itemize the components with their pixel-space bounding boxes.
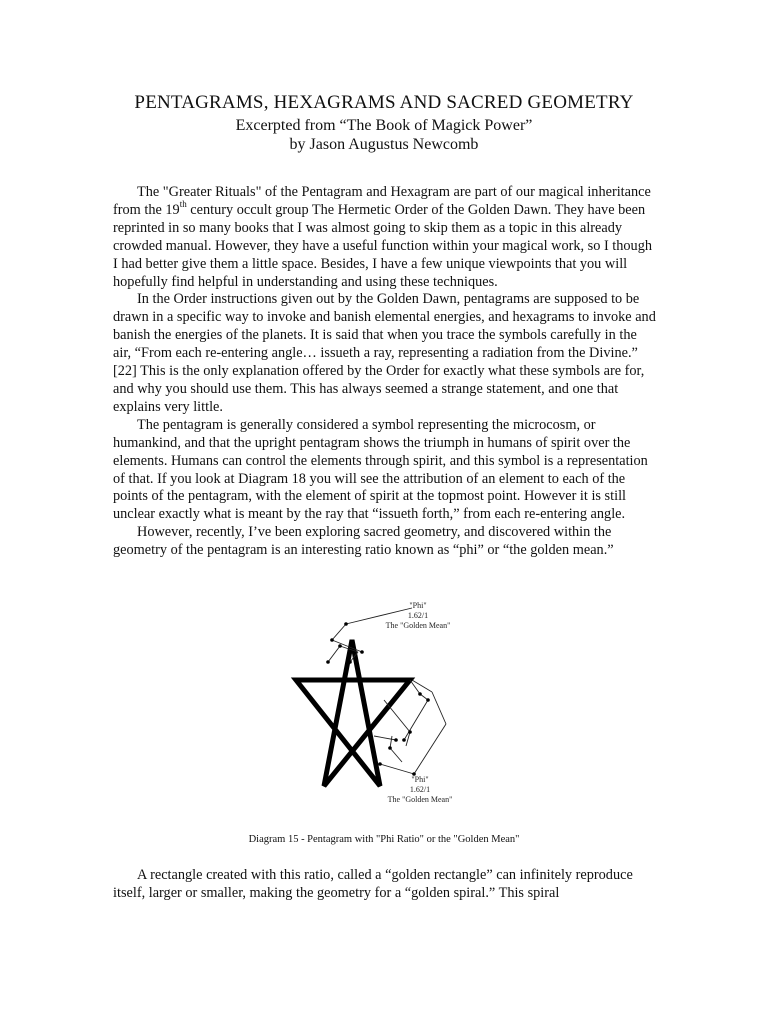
- phi-label-bottom-line1: "Phi": [411, 775, 429, 784]
- body-text-upper: [113, 184, 658, 560]
- phi-label-top-line1: "Phi": [409, 601, 427, 610]
- body-text-lower: [113, 866, 658, 902]
- paragraph-5: A rectangle created with this ratio, called a “golden rectangle” can infinitely reproduce itself, larger or smaller, making the geometry for a “golden spiral.” This spiral: [113, 867, 633, 901]
- superscript-th: th: [179, 199, 187, 210]
- phi-label-bottom-line3: The "Golden Mean": [387, 795, 453, 804]
- phi-label-bottom-line2: 1.62/1: [409, 785, 431, 794]
- paragraph-4: However, recently, I’ve been exploring sacred geometry, and discovered within the geometry of the pentagram is an interesting ratio known as “phi” or “the golden mean.”: [113, 524, 614, 559]
- document-title: PENTAGRAMS, HEXAGRAMS AND SACRED GEOMETRY: [134, 92, 634, 113]
- diagram-caption: Diagram 15 - Pentagram with "Phi Ratio" or the "Golden Mean": [248, 834, 520, 845]
- phi-label-top-line2: 1.62/1: [407, 611, 429, 620]
- phi-label-top-line3: The "Golden Mean": [385, 621, 451, 630]
- paragraph-1: [113, 184, 658, 291]
- document-subtitle: Excerpted from “The Book of Magick Power”: [235, 117, 533, 134]
- document-author: by Jason Augustus Newcomb: [289, 136, 479, 153]
- paragraph-1-part-b: century occult group The Hermetic Order of the Golden Dawn. They have been reprinted in so many books that I was almost going to skip them as a topic in this already crowded manual. However, they have a useful function within your magical work, so I though I had better give them a little space. Besides, I have a few unique viewpoints that you will hopefully find helpful in understanding and using these techniques.: [113, 201, 652, 290]
- phi-measure-top: [328, 608, 412, 662]
- pentagram-phi-diagram: [270, 596, 500, 816]
- phi-measure-bottom-dots: [378, 692, 430, 776]
- phi-measure-bottom: [374, 680, 446, 774]
- paragraph-2: In the Order instructions given out by the Golden Dawn, pentagrams are supposed to be drawn in a specific way to invoke and banish elemental energies, and hexagrams to invoke and banish the energies of the planets. It is said that when you trace the symbols carefully in the air, “From each re-entering angle… issueth a ray, representing a radiation from the Divine.” [22] This is the only explanation offered by the Order for exactly what these symbols are for, and why you should use them. This has always seemed a strange statement, and one that explains very little.: [113, 291, 656, 415]
- paragraph-3: The pentagram is generally considered a symbol representing the microcosm, or humankind, and that the upright pentagram shows the triumph in humans of spirit over the elements. Humans can control the elements through spirit, and this symbol is a representation of that. If you look at Diagram 18 you will see the attribution of an element to each of the points of the pentagram, with the element of spirit at the topmost point. However it is still unclear exactly what is meant by the ray that “issueth forth,” from each re-entering angle.: [113, 416, 648, 523]
- pentagram-star: [296, 640, 410, 786]
- paragraph-1-part-a: The "Greater Rituals" of the Pentagram and Hexagram are part of our magical inheritance from the 19: [113, 184, 651, 218]
